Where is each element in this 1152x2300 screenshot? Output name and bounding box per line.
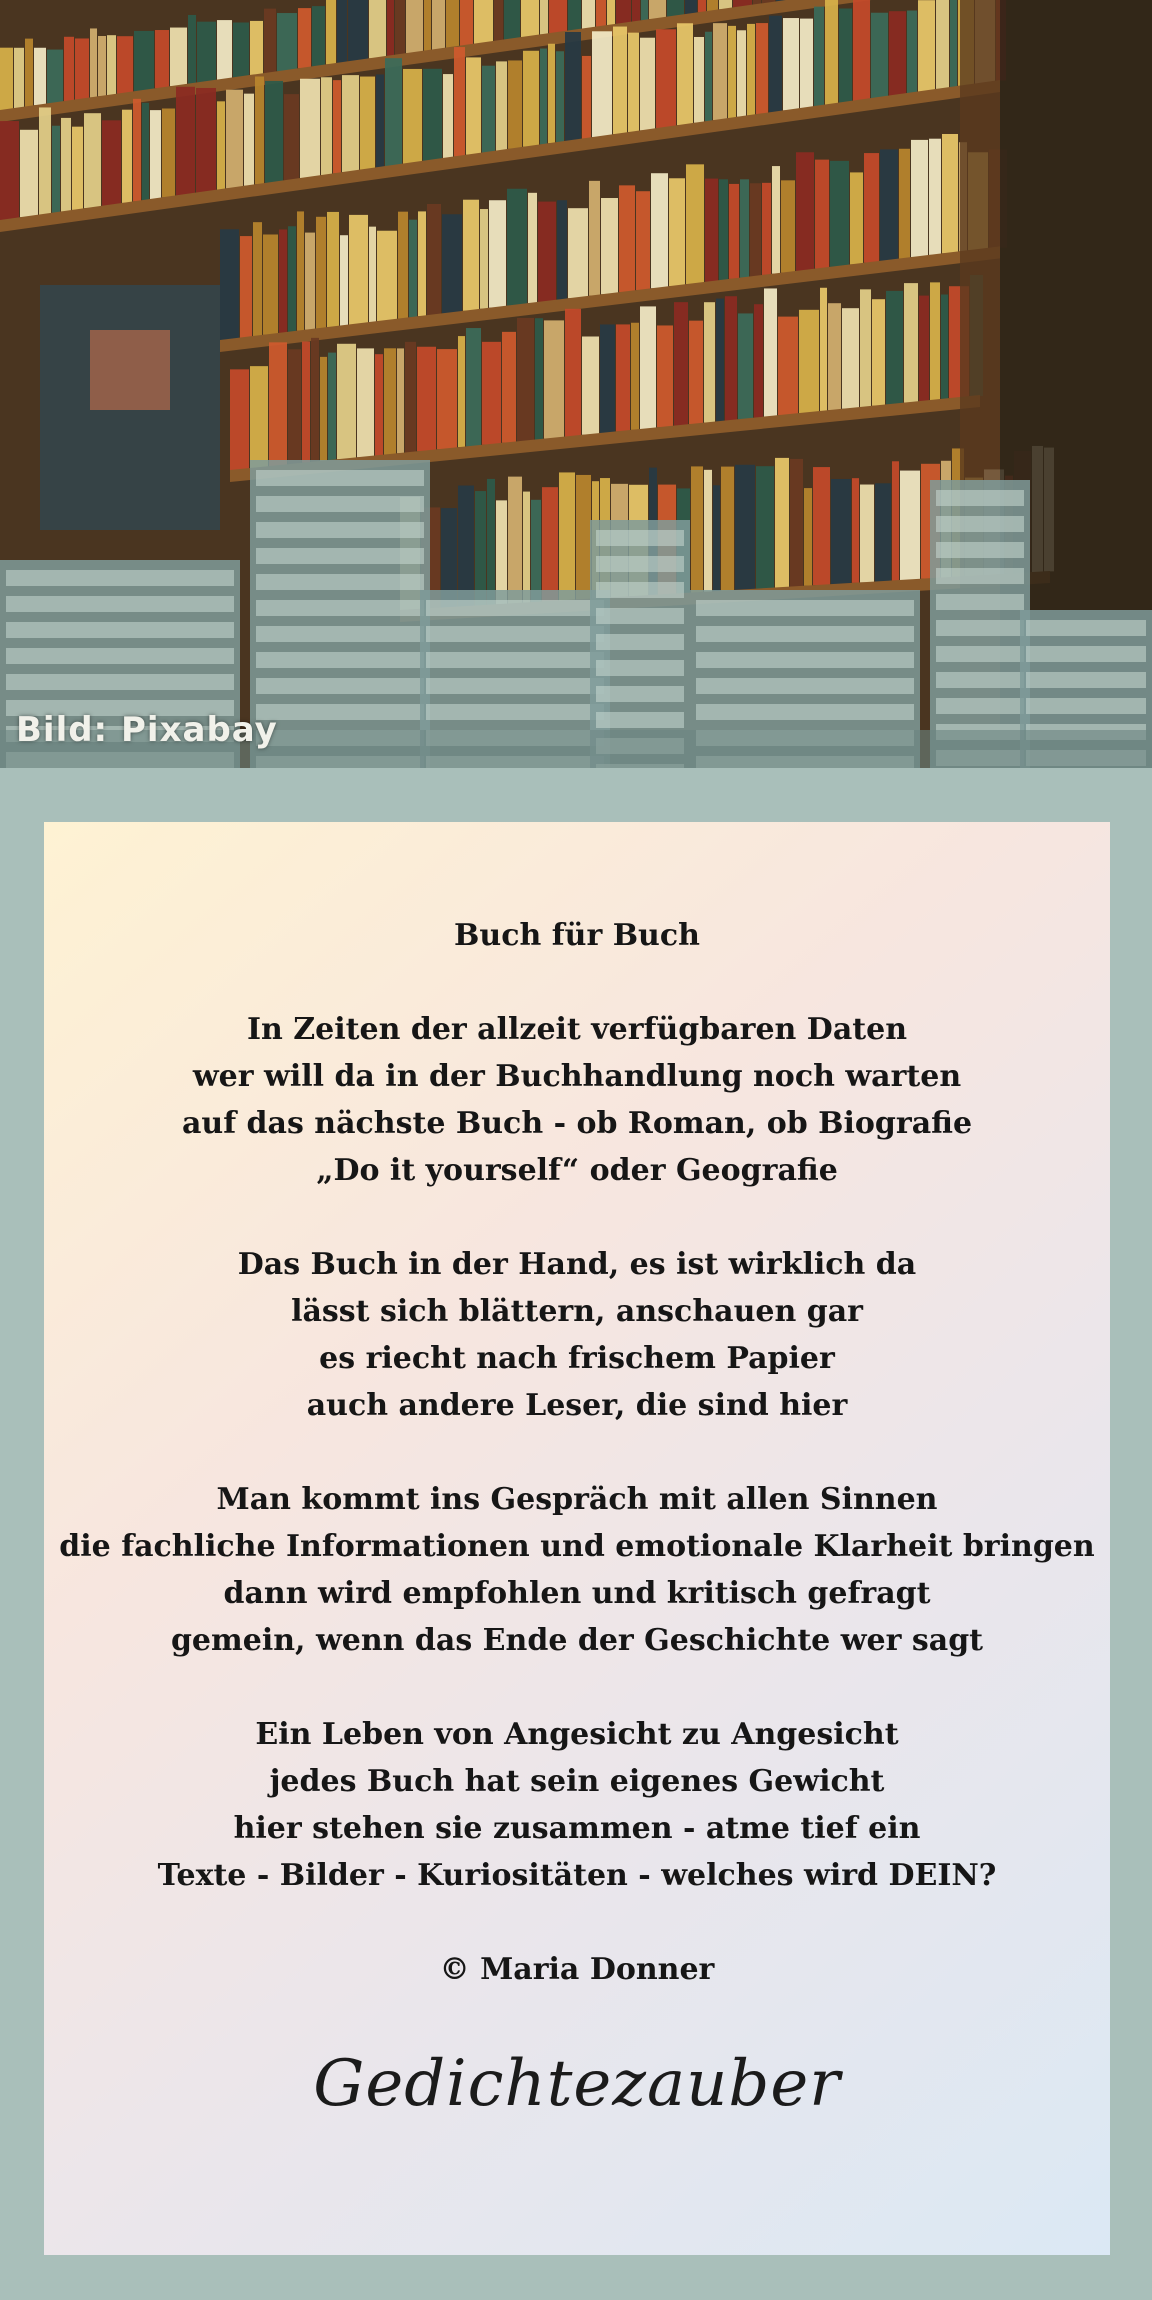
bookshelf-illustration (0, 0, 1152, 768)
poem-title: Buch für Buch (454, 918, 700, 953)
copyright-notice: © Maria Donner (439, 1952, 715, 1987)
poem-line: Texte - Bilder - Kuriositäten - welches wird DEIN? (157, 1858, 997, 1893)
poem-line: dann wird empfohlen und kritisch gefragt (223, 1576, 931, 1611)
poem-line: gemein, wenn das Ende der Geschichte wer sagt (170, 1623, 984, 1658)
poem-line: Man kommt ins Gespräch mit allen Sinnen (216, 1482, 938, 1517)
poem-card (44, 822, 1110, 2255)
poem-line: es riecht nach frischem Papier (319, 1341, 835, 1376)
poem-line: auf das nächste Buch - ob Roman, ob Biografie (181, 1106, 973, 1141)
poem-line: jedes Buch hat sein eigenes Gewicht (269, 1764, 885, 1799)
stanza-2 (44, 1241, 1110, 1429)
stanza-4 (44, 1711, 1110, 1899)
poem-line: lässt sich blättern, anschauen gar (291, 1294, 863, 1329)
bookshelf-photo (0, 0, 1152, 768)
stanza-3 (44, 1476, 1110, 1664)
poem-line: In Zeiten der allzeit verfügbaren Daten (246, 1012, 908, 1047)
poem-line: hier stehen sie zusammen - atme tief ein (233, 1811, 921, 1846)
signature-logo: Gedichtezauber (313, 2047, 841, 2121)
stanza-1 (44, 1006, 1110, 1194)
poem-line: Das Buch in der Hand, es ist wirklich da (237, 1247, 917, 1282)
poem (44, 912, 1110, 1993)
photo-credit: Bild: Pixabay (16, 710, 278, 750)
poem-line: „Do it yourself“ oder Geografie (316, 1153, 838, 1188)
poem-line: Ein Leben von Angesicht zu Angesicht (255, 1717, 899, 1752)
poem-line: die fachliche Informationen und emotionale Klarheit bringen (59, 1529, 1095, 1564)
poem-line: wer will da in der Buchhandlung noch warten (192, 1059, 962, 1094)
poem-line: auch andere Leser, die sind hier (306, 1388, 848, 1423)
